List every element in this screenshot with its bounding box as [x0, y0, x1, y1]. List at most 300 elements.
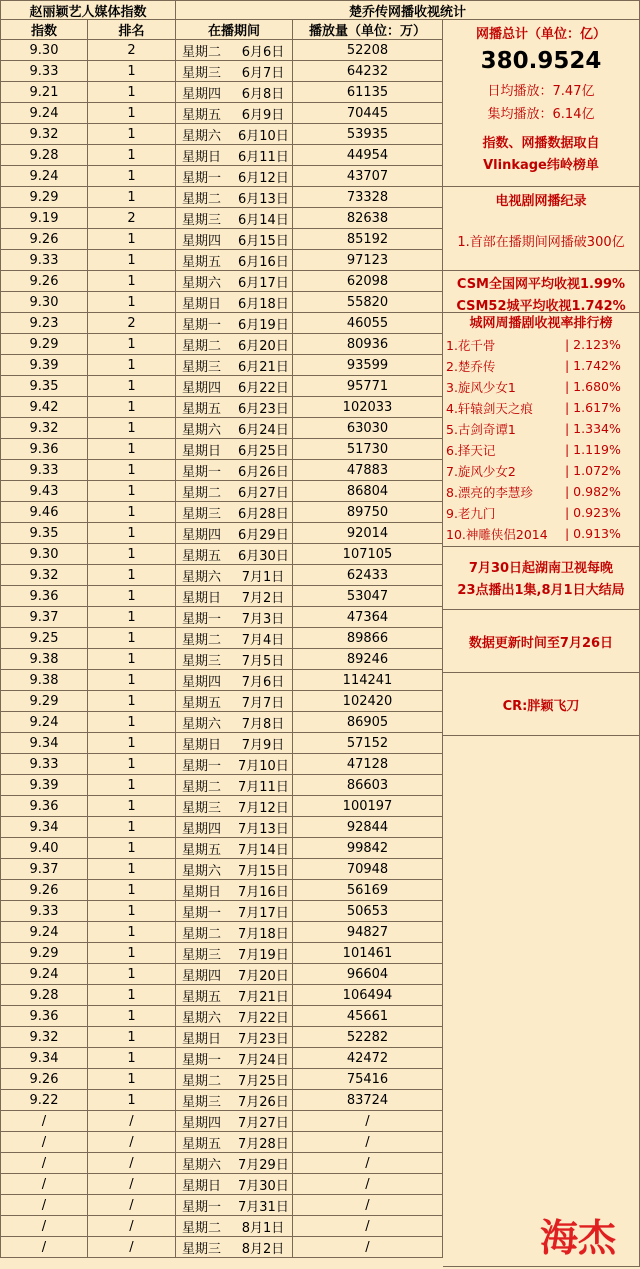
play-count-cell: 53935	[293, 124, 443, 145]
weekday: 星期四	[182, 821, 222, 837]
rank-cell: 1	[88, 187, 176, 208]
rank-cell: 1	[88, 712, 176, 733]
weekday: 星期一	[182, 758, 222, 774]
weekday: 星期三	[182, 800, 222, 816]
index-cell: 9.23	[0, 313, 88, 334]
record-item: 1.首部在播期间网播破300亿	[457, 235, 625, 250]
index-cell: 9.32	[0, 418, 88, 439]
play-count-cell: 102420	[293, 691, 443, 712]
weekday: 星期二	[182, 1220, 222, 1236]
date-cell	[176, 1174, 293, 1195]
month-day: 6月25日	[238, 443, 289, 459]
rank-cell: 1	[88, 1090, 176, 1111]
weekday: 星期一	[182, 464, 222, 480]
col-play-header: 播放量（单位：万）	[293, 20, 443, 40]
rank-cell: 1	[88, 754, 176, 775]
index-cell: 9.32	[0, 1027, 88, 1048]
month-day: 7月26日	[238, 1094, 289, 1110]
record-title: 电视剧网播纪录	[495, 194, 587, 209]
col-rank-header: 排名	[88, 20, 176, 40]
ranking-name: 8.漂亮的李慧珍	[446, 484, 533, 500]
left-title: 赵丽颖艺人媒体指数	[0, 0, 176, 20]
rank-cell: 1	[88, 733, 176, 754]
month-day: 7月11日	[238, 779, 289, 795]
month-day: 6月17日	[238, 275, 289, 291]
rank-cell: 2	[88, 40, 176, 61]
play-count-cell: 46055	[293, 313, 443, 334]
empty-side-panel	[443, 736, 640, 1267]
date-cell	[176, 1027, 293, 1048]
index-cell: 9.30	[0, 292, 88, 313]
rank-cell: 1	[88, 292, 176, 313]
month-day: 7月18日	[238, 926, 289, 942]
date-cell	[176, 607, 293, 628]
rank-cell: 1	[88, 943, 176, 964]
csm-national: CSM全国网平均收视1.99%	[456, 277, 626, 292]
month-day: 7月25日	[238, 1073, 289, 1089]
ranking-name: 6.择天记	[446, 442, 496, 458]
date-cell	[176, 628, 293, 649]
weekday: 星期一	[182, 1052, 222, 1068]
index-cell: 9.21	[0, 82, 88, 103]
weekday: 星期五	[182, 1136, 222, 1152]
rank-cell: 1	[88, 985, 176, 1006]
date-cell	[176, 544, 293, 565]
month-day: 7月22日	[238, 1010, 289, 1026]
weekday: 星期五	[182, 842, 222, 858]
rank-cell: 2	[88, 208, 176, 229]
play-count-cell: 55820	[293, 292, 443, 313]
index-cell: 9.32	[0, 124, 88, 145]
date-cell	[176, 1090, 293, 1111]
ranking-name: 2.楚乔传	[446, 358, 496, 374]
play-count-cell: 47364	[293, 607, 443, 628]
month-day: 7月23日	[238, 1031, 289, 1047]
date-cell	[176, 292, 293, 313]
date-cell	[176, 880, 293, 901]
month-day: 7月8日	[241, 716, 285, 732]
right-title: 楚乔传网播收视统计	[176, 0, 640, 20]
rank-cell: 1	[88, 334, 176, 355]
ranking-value: | 1.617%	[565, 400, 621, 415]
month-day: 6月19日	[238, 317, 289, 333]
notice-panel	[443, 547, 640, 610]
weekday: 星期三	[182, 947, 222, 963]
weekday: 星期三	[182, 65, 222, 81]
ranking-title: 城网周播剧收视率排行榜	[469, 316, 613, 331]
play-count-cell: 61135	[293, 82, 443, 103]
month-day: 6月26日	[238, 464, 289, 480]
play-count-cell: 92014	[293, 523, 443, 544]
play-count-cell: 95771	[293, 376, 443, 397]
ranking-value: | 1.072%	[565, 463, 621, 478]
index-cell: 9.34	[0, 1048, 88, 1069]
rank-cell: 1	[88, 691, 176, 712]
month-day: 6月28日	[238, 506, 289, 522]
index-cell: 9.36	[0, 586, 88, 607]
weekday: 星期五	[182, 401, 222, 417]
play-count-cell: 53047	[293, 586, 443, 607]
index-cell: 9.29	[0, 187, 88, 208]
weekday: 星期二	[182, 779, 222, 795]
index-cell: 9.36	[0, 1006, 88, 1027]
play-count-cell: 62433	[293, 565, 443, 586]
rank-cell: 1	[88, 397, 176, 418]
month-day: 6月15日	[238, 233, 289, 249]
total-label: 网播总计（单位：亿）	[475, 27, 606, 42]
daily-avg: 日均播放：7.47亿	[487, 84, 595, 99]
rank-cell: 1	[88, 817, 176, 838]
month-day: 7月15日	[238, 863, 289, 879]
ranking-item	[443, 439, 639, 460]
month-day: 7月19日	[238, 947, 289, 963]
date-cell	[176, 460, 293, 481]
play-count-cell: /	[293, 1111, 443, 1132]
rank-cell: 1	[88, 376, 176, 397]
weekday: 星期四	[182, 1115, 222, 1131]
update-panel	[443, 610, 640, 673]
rank-cell: 1	[88, 838, 176, 859]
month-day: 7月4日	[241, 632, 285, 648]
index-cell: 9.36	[0, 439, 88, 460]
rank-cell: 1	[88, 145, 176, 166]
month-day: 6月10日	[238, 128, 289, 144]
weekday: 星期日	[182, 884, 222, 900]
weekday: 星期六	[182, 128, 222, 144]
ranking-name: 3.旋风少女1	[446, 379, 516, 395]
ranking-item	[443, 502, 639, 523]
month-day: 7月5日	[241, 653, 285, 669]
index-cell: 9.24	[0, 922, 88, 943]
date-cell	[176, 733, 293, 754]
month-day: 6月22日	[238, 380, 289, 396]
month-day: 7月20日	[238, 968, 289, 984]
date-cell	[176, 1153, 293, 1174]
index-cell: 9.33	[0, 754, 88, 775]
play-count-cell: 52282	[293, 1027, 443, 1048]
play-count-cell: 92844	[293, 817, 443, 838]
weekday: 星期六	[182, 716, 222, 732]
month-day: 6月29日	[238, 527, 289, 543]
play-count-cell: 100197	[293, 796, 443, 817]
date-cell	[176, 565, 293, 586]
index-cell: 9.43	[0, 481, 88, 502]
play-count-cell: 89246	[293, 649, 443, 670]
index-cell: 9.33	[0, 250, 88, 271]
rank-cell: 1	[88, 922, 176, 943]
rank-cell: 1	[88, 1069, 176, 1090]
ranking-item	[443, 397, 639, 418]
rank-cell: 1	[88, 901, 176, 922]
ranking-name: 10.神雕侠侣2014	[446, 526, 548, 542]
month-day: 8月1日	[241, 1220, 285, 1236]
month-day: 7月13日	[238, 821, 289, 837]
ranking-item	[443, 376, 639, 397]
date-cell	[176, 376, 293, 397]
index-cell: 9.35	[0, 376, 88, 397]
date-cell	[176, 229, 293, 250]
rank-cell: 1	[88, 586, 176, 607]
table-title-row	[0, 0, 640, 20]
month-day: 6月20日	[238, 338, 289, 354]
play-count-cell: 80936	[293, 334, 443, 355]
ranking-value: | 2.123%	[565, 337, 621, 352]
date-cell	[176, 103, 293, 124]
play-count-cell: 47883	[293, 460, 443, 481]
month-day: 6月6日	[241, 44, 285, 60]
rank-cell: 1	[88, 82, 176, 103]
weekday: 星期三	[182, 1094, 222, 1110]
date-cell	[176, 334, 293, 355]
rank-cell: 1	[88, 418, 176, 439]
index-cell: 9.30	[0, 40, 88, 61]
ranking-name: 1.花千骨	[446, 337, 496, 353]
ranking-name: 5.古剑奇谭1	[446, 421, 516, 437]
total-value: 380.9524	[480, 48, 602, 74]
index-cell: 9.24	[0, 964, 88, 985]
credit: CR:胖颖飞刀	[502, 699, 580, 714]
date-cell	[176, 481, 293, 502]
record-panel	[443, 187, 640, 271]
date-cell	[176, 670, 293, 691]
index-cell: 9.25	[0, 628, 88, 649]
weekday: 星期三	[182, 212, 222, 228]
play-count-cell: 57152	[293, 733, 443, 754]
date-cell	[176, 40, 293, 61]
index-cell: 9.28	[0, 985, 88, 1006]
play-count-cell: 101461	[293, 943, 443, 964]
weekday: 星期五	[182, 548, 222, 564]
index-cell: 9.38	[0, 649, 88, 670]
date-cell	[176, 1111, 293, 1132]
date-cell	[176, 922, 293, 943]
play-count-cell: 102033	[293, 397, 443, 418]
weekday: 星期日	[182, 443, 222, 459]
rank-cell: 1	[88, 229, 176, 250]
date-cell	[176, 838, 293, 859]
index-cell: 9.34	[0, 817, 88, 838]
col-date-header: 在播期间	[176, 20, 293, 40]
weekday: 星期五	[182, 989, 222, 1005]
rank-cell: 1	[88, 1048, 176, 1069]
play-count-cell: 63030	[293, 418, 443, 439]
index-cell: 9.46	[0, 502, 88, 523]
date-cell	[176, 250, 293, 271]
csm-panel	[443, 271, 640, 313]
index-cell: 9.24	[0, 103, 88, 124]
play-count-cell: /	[293, 1195, 443, 1216]
month-day: 7月30日	[238, 1178, 289, 1194]
rank-cell: 1	[88, 565, 176, 586]
ranking-name: 9.老九门	[446, 505, 496, 521]
month-day: 7月9日	[241, 737, 285, 753]
play-count-cell: 50653	[293, 901, 443, 922]
weekday: 星期四	[182, 674, 222, 690]
play-count-cell: 47128	[293, 754, 443, 775]
month-day: 6月21日	[238, 359, 289, 375]
weekday: 星期一	[182, 170, 222, 186]
index-cell: 9.29	[0, 943, 88, 964]
index-cell: 9.33	[0, 901, 88, 922]
date-cell	[176, 271, 293, 292]
weekday: 星期日	[182, 149, 222, 165]
weekday: 星期一	[182, 317, 222, 333]
weekday: 星期三	[182, 506, 222, 522]
index-cell: /	[0, 1153, 88, 1174]
index-cell: /	[0, 1237, 88, 1258]
weekday: 星期日	[182, 1178, 222, 1194]
month-day: 6月12日	[238, 170, 289, 186]
date-cell	[176, 754, 293, 775]
weekday: 星期四	[182, 233, 222, 249]
month-day: 6月27日	[238, 485, 289, 501]
date-cell	[176, 649, 293, 670]
watermark-logo: 海杰	[540, 1215, 617, 1260]
month-day: 6月9日	[241, 107, 285, 123]
month-day: 7月17日	[238, 905, 289, 921]
rank-cell: 2	[88, 313, 176, 334]
month-day: 7月29日	[238, 1157, 289, 1173]
play-count-cell: 62098	[293, 271, 443, 292]
weekday: 星期五	[182, 695, 222, 711]
date-cell	[176, 61, 293, 82]
date-cell	[176, 82, 293, 103]
play-count-cell: 99842	[293, 838, 443, 859]
play-count-cell: 73328	[293, 187, 443, 208]
weekday: 星期日	[182, 296, 222, 312]
rank-cell: 1	[88, 355, 176, 376]
notice-line-1: 7月30日起湖南卫视每晚	[468, 561, 614, 576]
play-count-cell: 107105	[293, 544, 443, 565]
weekday: 星期四	[182, 380, 222, 396]
month-day: 6月18日	[238, 296, 289, 312]
index-cell: 9.26	[0, 1069, 88, 1090]
weekday: 星期二	[182, 632, 222, 648]
update-note: 数据更新时间至7月26日	[468, 636, 614, 651]
play-count-cell: 89866	[293, 628, 443, 649]
month-day: 7月24日	[238, 1052, 289, 1068]
play-count-cell: 86603	[293, 775, 443, 796]
rank-cell: 1	[88, 61, 176, 82]
month-day: 7月16日	[238, 884, 289, 900]
rank-cell: 1	[88, 250, 176, 271]
index-cell: 9.33	[0, 460, 88, 481]
weekday: 星期二	[182, 191, 222, 207]
index-cell: 9.37	[0, 607, 88, 628]
play-count-cell: 114241	[293, 670, 443, 691]
ranking-item	[443, 481, 639, 502]
month-day: 6月11日	[238, 149, 289, 165]
ranking-value: | 1.742%	[565, 358, 621, 373]
play-count-cell: 86905	[293, 712, 443, 733]
rank-cell: 1	[88, 439, 176, 460]
index-cell: 9.32	[0, 565, 88, 586]
date-cell	[176, 943, 293, 964]
rank-cell: 1	[88, 460, 176, 481]
month-day: 7月1日	[241, 569, 285, 585]
ranking-item	[443, 523, 639, 544]
weekday: 星期五	[182, 254, 222, 270]
play-count-cell: 94827	[293, 922, 443, 943]
index-cell: 9.34	[0, 733, 88, 754]
index-cell: 9.19	[0, 208, 88, 229]
month-day: 7月27日	[238, 1115, 289, 1131]
ranking-name: 4.轩辕剑天之痕	[446, 400, 533, 416]
month-day: 7月14日	[238, 842, 289, 858]
play-count-cell: 70948	[293, 859, 443, 880]
rank-cell: 1	[88, 502, 176, 523]
month-day: 7月6日	[241, 674, 285, 690]
month-day: 6月23日	[238, 401, 289, 417]
rank-cell: /	[88, 1216, 176, 1237]
play-count-cell: 106494	[293, 985, 443, 1006]
weekday: 星期一	[182, 905, 222, 921]
month-day: 7月10日	[238, 758, 289, 774]
weekday: 星期二	[182, 485, 222, 501]
month-day: 7月3日	[241, 611, 285, 627]
weekday: 星期六	[182, 1157, 222, 1173]
play-count-cell: 83724	[293, 1090, 443, 1111]
play-count-cell: 86804	[293, 481, 443, 502]
rank-cell: 1	[88, 796, 176, 817]
rank-cell: 1	[88, 481, 176, 502]
weekday: 星期四	[182, 527, 222, 543]
rank-cell: 1	[88, 544, 176, 565]
ranking-item	[443, 334, 639, 355]
total-panel	[443, 20, 640, 187]
play-count-cell: 56169	[293, 880, 443, 901]
play-count-cell: 82638	[293, 208, 443, 229]
weekday: 星期二	[182, 338, 222, 354]
rank-cell: 1	[88, 124, 176, 145]
col-index-header: 指数	[0, 20, 88, 40]
index-cell: 9.37	[0, 859, 88, 880]
index-cell: /	[0, 1195, 88, 1216]
play-count-cell: /	[293, 1132, 443, 1153]
index-cell: 9.33	[0, 61, 88, 82]
csm-52: CSM52城平均收视1.742%	[456, 299, 626, 314]
month-day: 6月13日	[238, 191, 289, 207]
month-day: 6月30日	[238, 548, 289, 564]
index-cell: 9.39	[0, 775, 88, 796]
weekday: 星期一	[182, 611, 222, 627]
month-day: 6月16日	[238, 254, 289, 270]
play-count-cell: /	[293, 1174, 443, 1195]
ranking-list	[443, 334, 639, 544]
weekday: 星期一	[182, 1199, 222, 1215]
date-cell	[176, 586, 293, 607]
weekday: 星期三	[182, 653, 222, 669]
weekday: 星期六	[182, 275, 222, 291]
date-cell	[176, 208, 293, 229]
rank-cell: 1	[88, 649, 176, 670]
ranking-value: | 1.680%	[565, 379, 621, 394]
date-cell	[176, 1237, 293, 1258]
rank-cell: /	[88, 1237, 176, 1258]
index-cell: 9.24	[0, 166, 88, 187]
play-count-cell: 85192	[293, 229, 443, 250]
ranking-item	[443, 355, 639, 376]
date-cell	[176, 418, 293, 439]
date-cell	[176, 964, 293, 985]
rank-cell: 1	[88, 523, 176, 544]
weekday: 星期二	[182, 44, 222, 60]
play-count-cell: 52208	[293, 40, 443, 61]
index-cell: 9.30	[0, 544, 88, 565]
notice-line-2: 23点播出1集,8月1日大结局	[457, 583, 625, 598]
rank-cell: 1	[88, 1027, 176, 1048]
ranking-value: | 0.982%	[565, 484, 621, 499]
